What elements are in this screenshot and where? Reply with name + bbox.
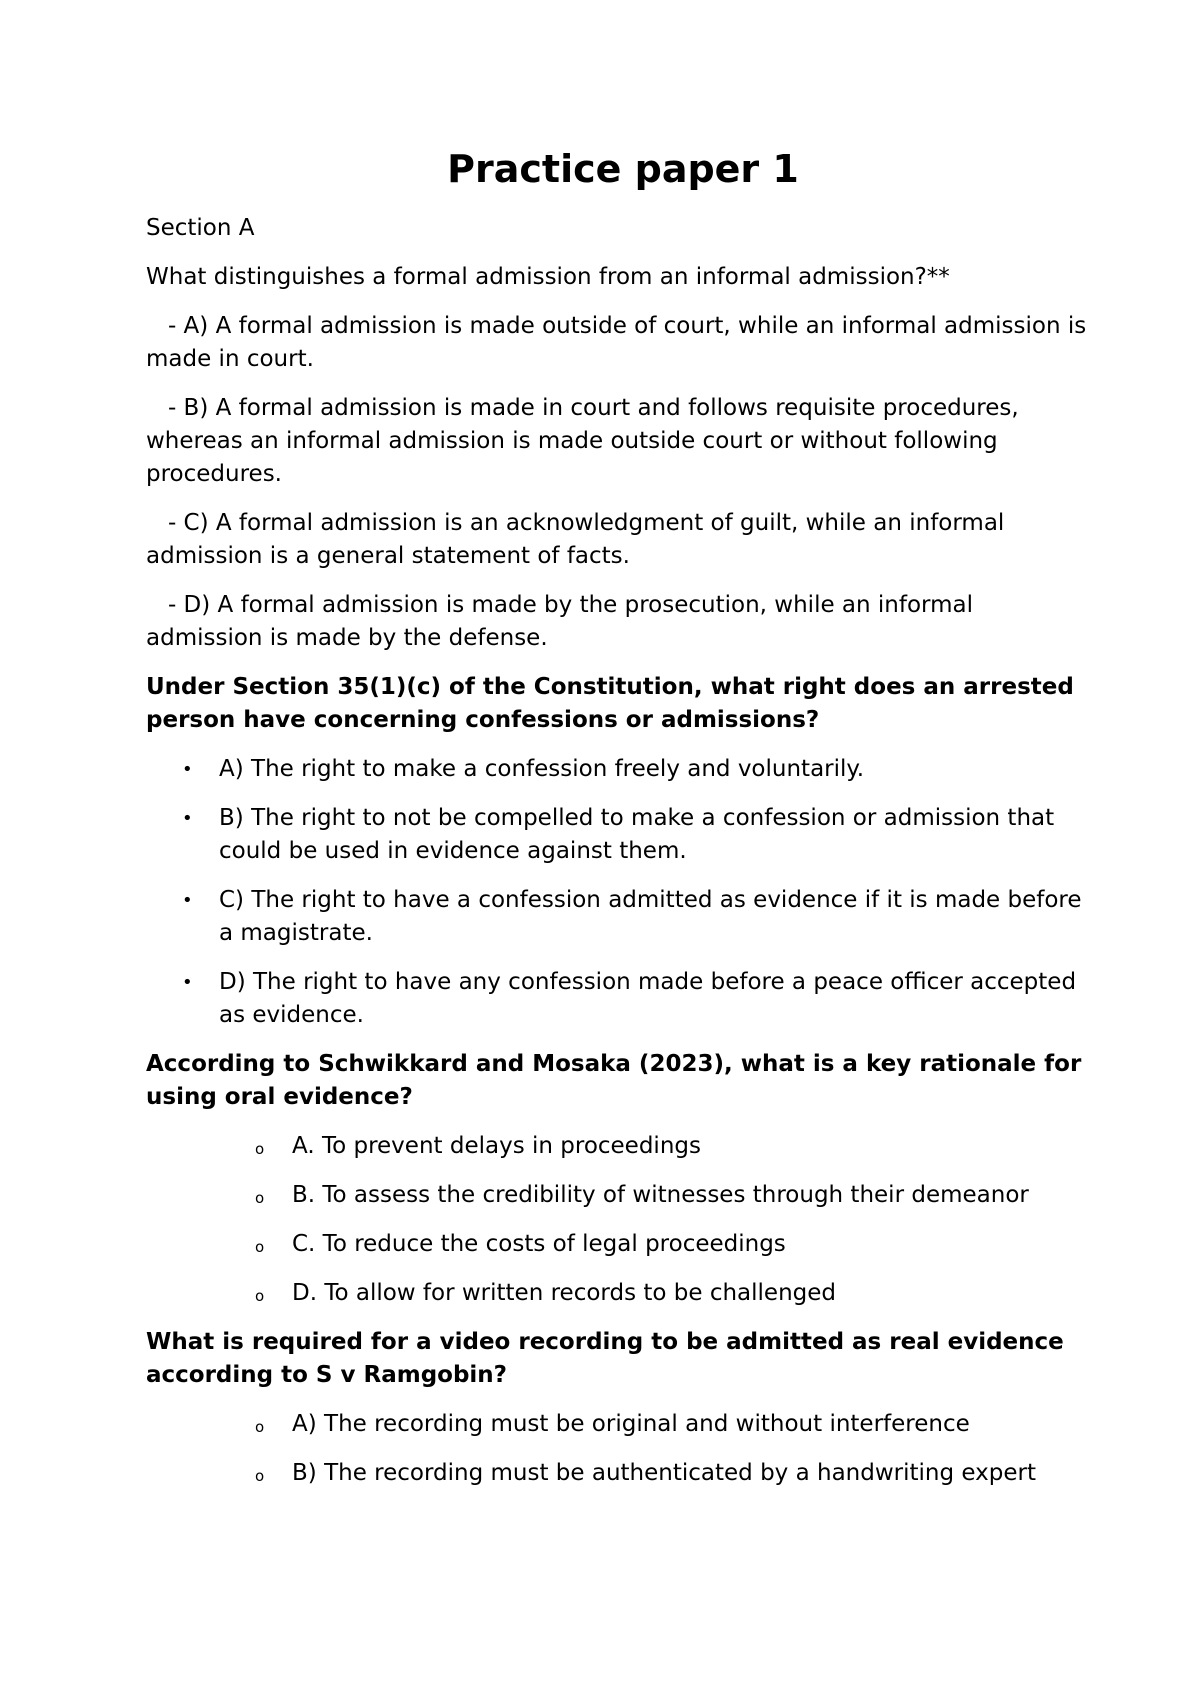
option-text: A) The recording must be original and without interference — [292, 1411, 970, 1437]
option-text: B. To assess the credibility of witnesses through their demeanor — [292, 1182, 1029, 1208]
option-text: A. To prevent delays in proceedings — [292, 1133, 701, 1159]
bullet-icon: • — [182, 759, 193, 780]
circle-bullet-icon: o — [255, 1287, 265, 1305]
question-2-option-d — [146, 966, 1090, 1032]
bullet-icon: • — [182, 972, 193, 993]
option-text: D. To allow for written records to be challenged — [292, 1280, 836, 1306]
option-text: C) The right to have a confession admitted as evidence if it is made before a magistrate. — [219, 887, 1082, 946]
question-3-option-a — [146, 1130, 1090, 1163]
bullet-icon: • — [182, 808, 193, 829]
question-1-option-d: - D) A formal admission is made by the prosecution, while an informal admission is made by the defense. — [146, 592, 981, 651]
question-4-options — [146, 1408, 1090, 1490]
circle-bullet-icon: o — [255, 1467, 265, 1485]
option-text: D) The right to have any confession made before a peace officer accepted as evidence. — [219, 969, 1077, 1028]
question-1-text: What distinguishes a formal admission from an informal admission?** — [146, 264, 950, 290]
question-1-option-c: - C) A formal admission is an acknowledgment of guilt, while an informal admission is a general statement of facts. — [146, 510, 1012, 569]
question-3-text: According to Schwikkard and Mosaka (2023), what is a key rationale for using oral evidence? — [146, 1051, 1082, 1110]
option-text: C. To reduce the costs of legal proceedings — [292, 1231, 786, 1257]
question-3-option-b — [146, 1179, 1090, 1212]
circle-bullet-icon: o — [255, 1140, 265, 1158]
question-3-options — [146, 1130, 1090, 1310]
question-4-option-a — [146, 1408, 1090, 1441]
question-2-option-b — [146, 802, 1090, 868]
question-2-option-c — [146, 884, 1090, 950]
circle-bullet-icon: o — [255, 1418, 265, 1436]
option-text: B) The recording must be authenticated by a handwriting expert — [292, 1460, 1036, 1486]
circle-bullet-icon: o — [255, 1189, 265, 1207]
bullet-icon: • — [182, 890, 193, 911]
question-2-text: Under Section 35(1)(c) of the Constitution, what right does an arrested person have concerning confessions or admissions? — [146, 674, 1074, 733]
question-2-option-a — [146, 753, 1090, 786]
question-4-text: What is required for a video recording to be admitted as real evidence according to S v Ramgobin? — [146, 1329, 1064, 1388]
option-text: A) The right to make a confession freely and voluntarily. — [219, 756, 865, 782]
document-title: Practice paper 1 — [447, 147, 799, 191]
question-1-option-a: - A) A formal admission is made outside of court, while an informal admission is made in court. — [146, 313, 1094, 372]
question-3-option-d — [146, 1277, 1090, 1310]
question-2-options — [146, 753, 1090, 1032]
circle-bullet-icon: o — [255, 1238, 265, 1256]
section-heading: Section A — [146, 215, 255, 241]
question-4-option-b — [146, 1457, 1090, 1490]
option-text: B) The right to not be compelled to make a confession or admission that could be used in evidence against them. — [219, 805, 1055, 864]
question-1-option-b: - B) A formal admission is made in court and follows requisite procedures, whereas an informal admission is made outside court or without following procedures. — [146, 395, 1027, 487]
question-3-option-c — [146, 1228, 1090, 1261]
